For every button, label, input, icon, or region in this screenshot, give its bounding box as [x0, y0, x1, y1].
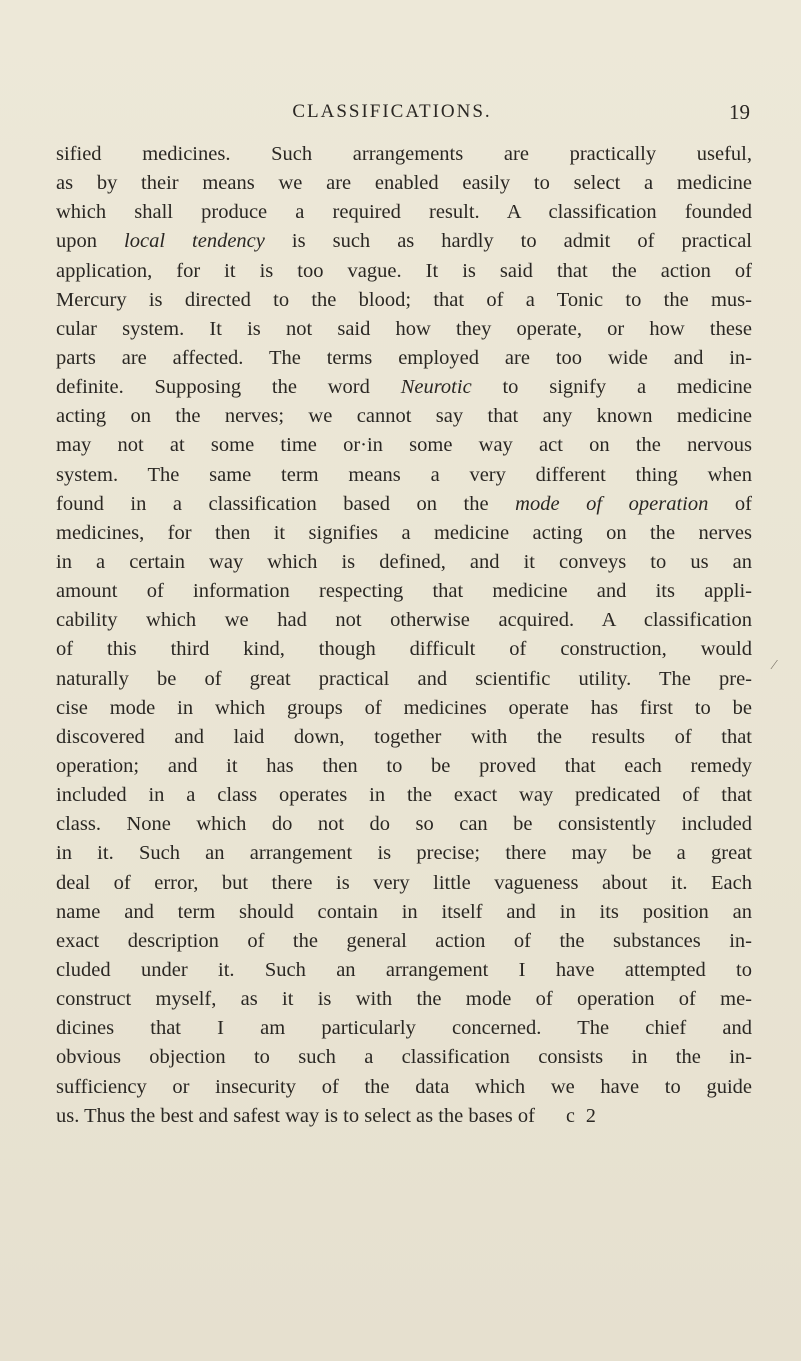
text-segment: class. None which do not do so can be consistently included — [56, 813, 752, 836]
text-segment: dicines that I am particularly concerned. The chief and — [56, 1017, 752, 1040]
text-line — [56, 519, 752, 548]
text-line — [56, 315, 752, 344]
text-segment: in it. Such an arrangement is precise; there may be a great — [56, 842, 752, 865]
text-line — [56, 169, 752, 198]
text-line — [56, 927, 752, 956]
text-line — [56, 373, 752, 402]
text-segment: name and term should contain in itself and in its position an — [56, 900, 752, 923]
text-segment: sufficiency or insecurity of the data which we have to guide — [56, 1075, 752, 1098]
text-line — [56, 1073, 752, 1102]
text-segment: application, for it is too vague. It is said that the action of — [56, 259, 752, 282]
text-segment: found in a classification based on the — [56, 492, 516, 515]
text-segment: obvious objection to such a classification consists in the in- — [56, 1046, 752, 1069]
text-segment: of — [708, 492, 752, 515]
text-segment: of this third kind, though difficult of construction, would — [56, 638, 752, 661]
text-line — [56, 548, 752, 577]
text-line — [56, 286, 752, 315]
page-number: 19 — [729, 100, 750, 124]
text-segment: is such as hardly to admit of practical — [264, 230, 753, 253]
text-segment: as by their means we are enabled easily to select a medicine — [56, 172, 752, 195]
text-segment: deal of error, but there is very little vagueness about it. Each — [56, 871, 752, 894]
text-segment: us. Thus the best and safest way is to select as the bases of — [56, 1104, 535, 1127]
text-line — [56, 839, 752, 868]
text-line — [56, 898, 752, 927]
margin-mark: ⁄ — [773, 658, 776, 673]
text-line — [56, 810, 752, 839]
text-segment: Mercury is directed to the blood; that of a Tonic to the mus- — [56, 288, 752, 311]
text-line — [56, 635, 752, 664]
running-head: CLASSIFICATIONS. — [292, 101, 492, 122]
text-line — [56, 140, 752, 169]
text-line — [56, 461, 752, 490]
text-segment: may not at some time or·in some way act on the nervous — [56, 434, 752, 457]
text-line — [56, 723, 752, 752]
text-line — [56, 1102, 752, 1131]
text-line — [56, 490, 752, 519]
text-line — [56, 402, 752, 431]
text-segment: acting on the nerves; we cannot say that any known medicine — [56, 405, 752, 428]
text-segment: sified medicines. Such arrangements are practically useful, — [56, 143, 752, 165]
text-line — [56, 694, 752, 723]
text-segment: system. The same term means a very different thing when — [56, 463, 752, 486]
text-line — [56, 227, 752, 256]
text-line — [56, 606, 752, 635]
page-header — [0, 97, 801, 127]
text-line — [56, 665, 752, 694]
text-segment: cluded under it. Such an arrangement I have attempted to — [56, 958, 752, 981]
text-segment: which shall produce a required result. A classification founded — [56, 201, 752, 224]
text-segment: upon — [56, 230, 125, 253]
body-text — [56, 140, 752, 1131]
text-line — [56, 752, 752, 781]
text-line — [56, 781, 752, 810]
text-segment: definite. Supposing the word — [56, 376, 401, 399]
signature-mark: c 2 — [566, 1105, 599, 1127]
text-segment: discovered and laid down, together with the results of that — [56, 725, 752, 748]
text-line — [56, 985, 752, 1014]
text-segment: operation; and it has then to be proved that each remedy — [56, 754, 752, 777]
text-segment: included in a class operates in the exact way predicated of that — [56, 784, 752, 807]
text-line — [56, 431, 752, 460]
text-segment: to signify a medicine — [471, 376, 752, 399]
text-line — [56, 956, 752, 985]
text-segment: naturally be of great practical and scientific utility. The pre- — [56, 667, 752, 690]
text-segment: exact description of the general action of the substances in- — [56, 929, 752, 952]
text-segment: amount of information respecting that medicine and its appli- — [56, 580, 752, 603]
text-segment: medicines, for then it signifies a medicine acting on the nerves — [56, 521, 752, 544]
text-line — [56, 198, 752, 227]
text-line — [56, 869, 752, 898]
text-segment: parts are affected. The terms employed are too wide and in- — [56, 346, 752, 369]
text-segment: construct myself, as it is with the mode of operation of me- — [56, 988, 752, 1011]
text-line — [56, 1043, 752, 1072]
italic-term: mode of operation — [515, 492, 709, 515]
text-line — [56, 344, 752, 373]
text-line — [56, 257, 752, 286]
text-segment: cular system. It is not said how they operate, or how these — [56, 317, 752, 340]
text-segment: cability which we had not otherwise acquired. A classification — [56, 609, 752, 632]
text-line — [56, 1014, 752, 1043]
italic-term: Neurotic — [400, 376, 472, 399]
text-segment: cise mode in which groups of medicines operate has first to be — [56, 696, 752, 719]
text-line — [56, 577, 752, 606]
italic-term: local tendency — [124, 230, 265, 253]
text-segment: in a certain way which is defined, and it conveys to us an — [56, 550, 752, 573]
